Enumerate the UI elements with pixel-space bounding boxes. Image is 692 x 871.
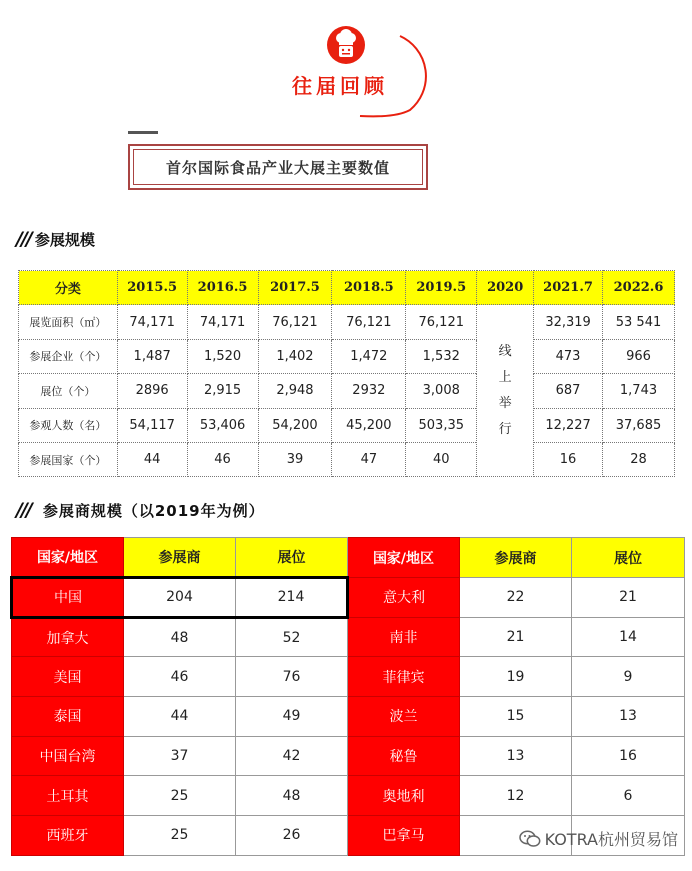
cell: 13 [572,697,685,737]
stats-header-row [19,271,675,305]
table-row [12,657,685,697]
online-char: 举 [498,395,512,411]
cell: 74,171 [187,305,258,339]
stats-row [19,442,675,476]
cell: 687 [534,374,603,408]
country-cell: 意大利 [348,578,460,618]
cell: 21 [460,617,572,657]
cell: 46 [124,657,236,697]
cell: 15 [460,697,572,737]
cell: 3,008 [406,374,477,408]
cell: 25 [124,776,236,816]
section-title: 参展商规模（以2019年为例） [42,501,265,520]
header-cell: 2022.6 [603,271,675,305]
cell: 76,121 [406,305,477,339]
cell: 1,402 [258,339,332,373]
cell: 42 [236,736,348,776]
country-cell: 泰国 [12,697,124,737]
cell: 53 541 [603,305,675,339]
title-box [128,144,428,190]
header-cell: 国家/地区 [348,538,460,578]
header-cell: 2019.5 [406,271,477,305]
stats-row [19,305,675,339]
cell: 21 [572,578,685,618]
country-cell: 巴拿马 [348,816,460,856]
cell: 53,406 [187,408,258,442]
row-label: 参展国家（个） [19,442,118,476]
cell: 214 [236,578,348,618]
country-cell: 中国台湾 [12,736,124,776]
header-cell: 展位 [572,538,685,578]
title-box-text: 首尔国际食品产业大展主要数值 [133,149,423,185]
header-cell: 展位 [236,538,348,578]
cell: 204 [124,578,236,618]
header-cell: 2015.5 [117,271,187,305]
country-cell: 美国 [12,657,124,697]
cell: 76,121 [332,305,406,339]
exhibitors-header-row [12,538,685,578]
divider [128,131,158,134]
cell: 2,948 [258,374,332,408]
online-char: 行 [498,421,512,437]
cell: 22 [460,578,572,618]
online-char: 线 [498,343,512,359]
table-row [12,776,685,816]
cell: 44 [124,697,236,737]
header-cell: 2016.5 [187,271,258,305]
section-title: 参展规模 [34,230,95,249]
cell: 14 [572,617,685,657]
cell: 16 [534,442,603,476]
cell: 2896 [117,374,187,408]
cell: 16 [572,736,685,776]
cell: 473 [534,339,603,373]
cell: 40 [406,442,477,476]
cell: 54,117 [117,408,187,442]
slashes-icon: /// [16,228,31,250]
header-cell: 参展商 [124,538,236,578]
cell: 44 [117,442,187,476]
cell: 6 [572,776,685,816]
stats-row [19,374,675,408]
slashes-icon: /// [16,499,31,521]
cell: 28 [603,442,675,476]
cell: 19 [460,657,572,697]
country-cell: 土耳其 [12,776,124,816]
stats-table [18,270,675,477]
section-heading-scale [16,228,95,250]
cell: 25 [124,816,236,856]
cell: 12,227 [534,408,603,442]
header-cell: 2020 [477,271,534,305]
cell: 52 [236,617,348,657]
cell: 2,915 [187,374,258,408]
table-row [12,697,685,737]
cell: 9 [572,657,685,697]
table-row [12,736,685,776]
cell: 54,200 [258,408,332,442]
cell: 32,319 [534,305,603,339]
cell: 47 [332,442,406,476]
country-cell: 秘鲁 [348,736,460,776]
country-cell: 菲律宾 [348,657,460,697]
cell: 26 [236,816,348,856]
header-cell: 2017.5 [258,271,332,305]
row-label: 展览面积（㎡） [19,305,118,339]
row-label: 参观人数（名） [19,408,118,442]
country-cell: 加拿大 [12,617,124,657]
cell: 48 [124,617,236,657]
stats-row [19,339,675,373]
header-cell: 参展商 [460,538,572,578]
online-cell [477,305,534,477]
row-label: 参展企业（个） [19,339,118,373]
country-cell: 西班牙 [12,816,124,856]
section-heading-exhibitors [16,499,265,521]
table-row [12,617,685,657]
cell: 76,121 [258,305,332,339]
country-cell: 波兰 [348,697,460,737]
wechat-icon [519,830,541,848]
cell: 49 [236,697,348,737]
cell: 1,487 [117,339,187,373]
watermark [519,827,678,850]
cell: 1,743 [603,374,675,408]
watermark-text: KOTRA杭州贸易馆 [544,830,678,849]
cell: 45,200 [332,408,406,442]
country-cell: 奥地利 [348,776,460,816]
cell: 37,685 [603,408,675,442]
header-cell: 2018.5 [332,271,406,305]
cell: 2932 [332,374,406,408]
cell: 39 [258,442,332,476]
cell: 46 [187,442,258,476]
header-cell: 国家/地区 [12,538,124,578]
header-cell: 分类 [19,271,118,305]
row-label: 展位（个） [19,374,118,408]
country-cell: 南非 [348,617,460,657]
cell: 13 [460,736,572,776]
country-cell: 中国 [12,578,124,618]
stats-row [19,408,675,442]
cell: 1,520 [187,339,258,373]
header-cell: 2021.7 [534,271,603,305]
cell: 1,532 [406,339,477,373]
cell: 12 [460,776,572,816]
exhibitors-table [10,537,685,856]
cell: 1,472 [332,339,406,373]
cell: 37 [124,736,236,776]
cell: 74,171 [117,305,187,339]
page-title: 往届回顾 [292,74,388,98]
cell: 503,35 [406,408,477,442]
cell: 966 [603,339,675,373]
online-char: 上 [498,369,512,385]
cell: 48 [236,776,348,816]
cell: 76 [236,657,348,697]
table-row [12,578,685,618]
